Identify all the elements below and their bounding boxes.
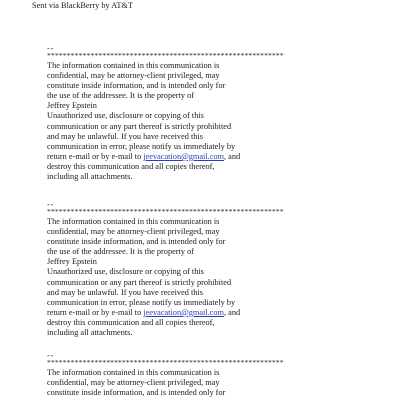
separator-dashes: -- <box>47 200 55 209</box>
disclaimer-line: Jeffrey Epstein <box>47 257 97 267</box>
line-suffix: , and <box>223 151 241 161</box>
disclaimer-line <box>47 308 387 318</box>
disclaimer-line: constitute inside information, and is intended only for <box>47 81 226 91</box>
disclaimer-line: communication in error, please notify us immediately by <box>47 297 236 307</box>
disclaimer-line: communication or any part thereof is strictly prohibited <box>47 121 232 131</box>
disclaimer-line: including all attachments. <box>47 328 133 338</box>
disclaimer-line: communication in error, please notify us immediately by <box>47 141 236 151</box>
separator-stars: ************************************************************ <box>47 208 284 216</box>
disclaimer-line: Unauthorized use, disclosure or copying of this <box>47 267 204 277</box>
disclaimer-block-2 <box>47 202 387 338</box>
disclaimer-line <box>47 152 387 162</box>
email-link[interactable]: jeevacation@gmail.com <box>143 307 224 317</box>
separator-dashes: -- <box>47 351 55 360</box>
disclaimer-line: The information contained in this communication is <box>47 368 220 377</box>
disclaimer-line: confidential, may be attorney-client privileged, may <box>47 227 220 237</box>
disclaimer-line: The information contained in this communication is <box>47 61 220 70</box>
line-prefix: return e-mail or by e-mail to <box>47 307 144 317</box>
separator-dashes: -- <box>47 44 55 53</box>
disclaimer-line: including all attachments. <box>47 172 133 182</box>
separator-stars: ************************************************************ <box>47 359 284 367</box>
disclaimer-line: constitute inside information, and is intended only for <box>47 388 226 398</box>
disclaimer-line: Jeffrey Epstein <box>47 101 97 111</box>
line-prefix: return e-mail or by e-mail to <box>47 151 144 161</box>
separator-stars: ************************************************************ <box>47 52 284 60</box>
disclaimer-block-3 <box>47 353 387 398</box>
disclaimer-line: the use of the addressee. It is the property of <box>47 247 194 257</box>
email-link[interactable]: jeevacation@gmail.com <box>143 151 224 161</box>
sent-via-line: Sent via BlackBerry by AT&T <box>32 1 133 11</box>
disclaimer-line: constitute inside information, and is intended only for <box>47 237 226 247</box>
disclaimer-line: Unauthorized use, disclosure or copying of this <box>47 111 204 121</box>
disclaimer-line: destroy this communication and all copies thereof, <box>47 161 215 171</box>
disclaimer-line: confidential, may be attorney-client privileged, may <box>47 378 220 388</box>
email-intro <box>32 0 392 11</box>
line-suffix: , and <box>223 307 241 317</box>
disclaimer-line: communication or any part thereof is strictly prohibited <box>47 277 232 287</box>
disclaimer-line: and may be unlawful. If you have received this <box>47 287 203 297</box>
disclaimer-line: confidential, may be attorney-client privileged, may <box>47 71 220 81</box>
disclaimer-line: and may be unlawful. If you have received this <box>47 131 203 141</box>
disclaimer-line: The information contained in this communication is <box>47 217 220 226</box>
disclaimer-line: the use of the addressee. It is the property of <box>47 91 194 101</box>
disclaimer-line: destroy this communication and all copies thereof, <box>47 317 215 327</box>
disclaimer-block-1 <box>47 46 387 182</box>
